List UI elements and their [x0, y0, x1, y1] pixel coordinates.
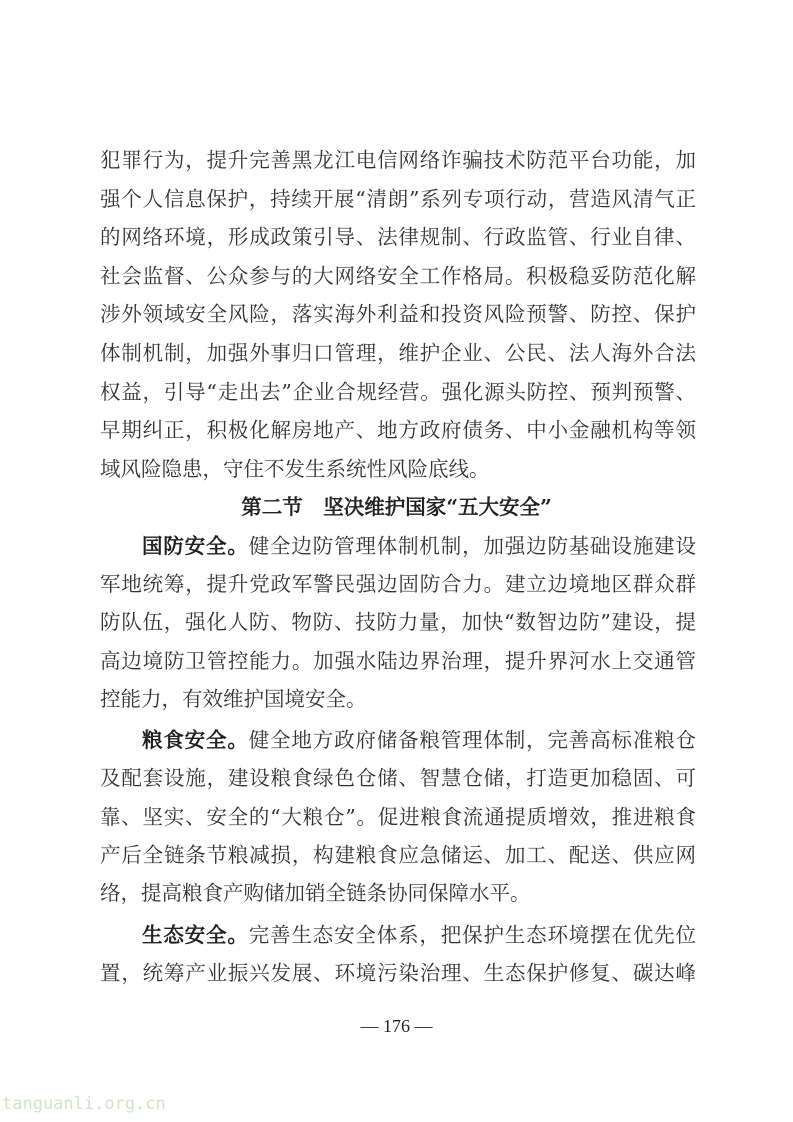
line-text: 军地统筹，提升党政军警民强边固防合力。建立边境地区群众群 [100, 572, 696, 596]
text-line [100, 798, 696, 836]
text-line [100, 603, 696, 641]
line-text: 社会监督、公众参与的大网络安全工作格局。积极稳妥防范化解 [100, 264, 696, 288]
line-text: 完善生态安全体系，把保护生态环境摆在优先位 [248, 923, 697, 947]
line-text: 络，提高粮食产购储加销全链条协同保障水平。 [100, 881, 531, 905]
watermark: tanguanli.org.cn [2, 1094, 166, 1114]
line-text: 防队伍，强化人防、物防、技防力量，加快“数智边防”建设，提 [100, 610, 696, 634]
section-heading: 第二节 坚决维护国家“五大安全” [241, 495, 552, 519]
text-line [100, 373, 696, 411]
text-line [100, 759, 696, 797]
text-line [100, 642, 696, 680]
paragraph-lead: 生态安全。 [142, 923, 249, 947]
line-text: 强个人信息保护，持续开展“清朗”系列专项行动，营造风清气正 [100, 187, 696, 211]
text-line [142, 916, 696, 954]
line-text: 高边境防卫管控能力。加强水陆边界治理，提升界河水上交通管 [100, 649, 696, 673]
line-text: 的网络环境，形成政策引导、法律规制、行政监管、行业自律、 [100, 225, 696, 249]
line-text: 涉外领域安全风险，落实海外利益和投资风险预警、防控、保护 [100, 302, 696, 326]
text-line [100, 680, 696, 718]
text-line [100, 334, 696, 372]
line-text: 健全边防管理体制机制，加强边防基础设施建设 [248, 534, 697, 558]
text-line [100, 450, 696, 488]
line-text: 置，统筹产业振兴发展、环境污染治理、生态保护修复、碳达峰 [100, 961, 696, 985]
text-line [100, 257, 696, 295]
text-line [100, 565, 696, 603]
line-text: 靠、坚实、安全的“大粮仓”。促进粮食流通提质增效，推进粮食 [100, 805, 696, 829]
text-line [100, 836, 696, 874]
page-number: — 176 — [360, 1016, 433, 1036]
text-line [142, 721, 696, 759]
line-text: 早期纠正，积极化解房地产、地方政府债务、中小金融机构等领 [100, 418, 696, 442]
paragraph-lead: 粮食安全。 [142, 728, 249, 752]
text-line [100, 141, 696, 179]
text-line [100, 180, 696, 218]
paragraph-lead: 国防安全。 [142, 534, 249, 558]
line-text: 犯罪行为，提升完善黑龙江电信网络诈骗技术防范平台功能，加 [100, 148, 696, 172]
text-line [100, 411, 696, 449]
text-line [100, 218, 696, 256]
line-text: 健全地方政府储备粮管理体制，完善高标准粮仓 [248, 728, 697, 752]
text-line [100, 954, 696, 992]
line-text: 域风险隐患，守住不发生系统性风险底线。 [100, 457, 490, 481]
line-text: 控能力，有效维护国境安全。 [100, 687, 367, 711]
line-text: 权益，引导“走出去”企业合规经营。强化源头防控、预判预警、 [100, 380, 696, 404]
text-line [100, 874, 696, 912]
text-line [142, 527, 696, 565]
line-text: 体制机制，加强外事归口管理，维护企业、公民、法人海外合法 [100, 341, 696, 365]
text-line [100, 295, 696, 333]
line-text: 产后全链条节粮减损，构建粮食应急储运、加工、配送、供应网 [100, 843, 696, 867]
line-text: 及配套设施，建设粮食绿色仓储、智慧仓储，打造更加稳固、可 [100, 766, 696, 790]
